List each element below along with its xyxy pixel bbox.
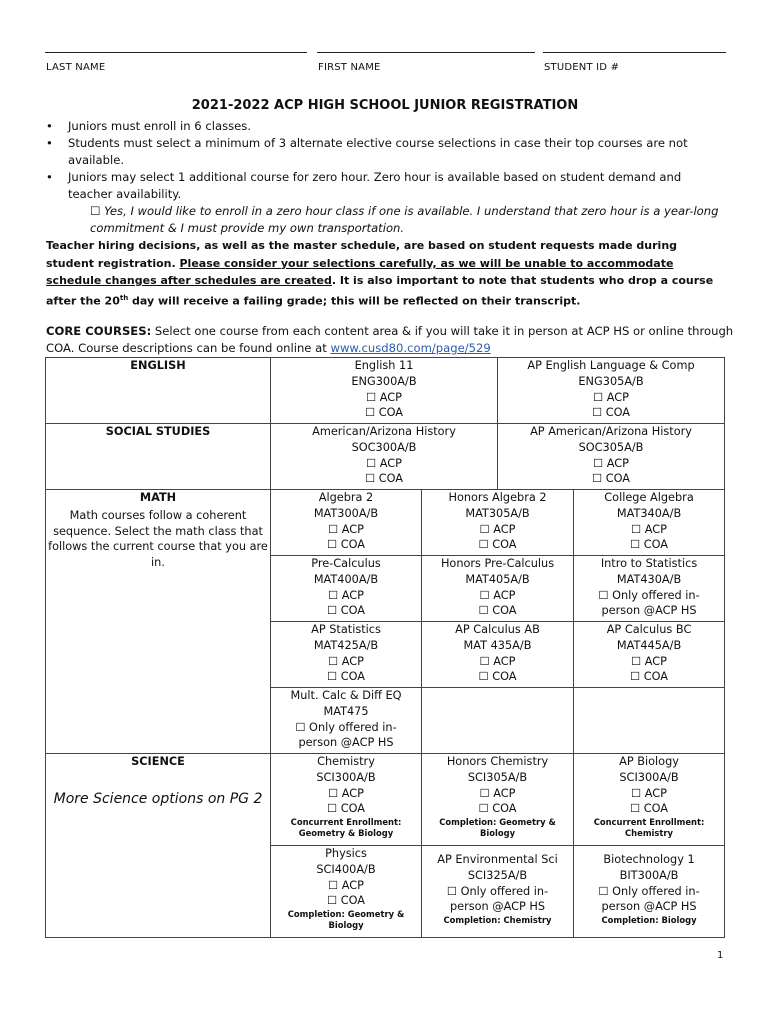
acp-checkbox[interactable]: ☐ ACP <box>576 522 722 538</box>
acp-checkbox[interactable]: ☐ ACP <box>273 786 419 802</box>
course-cell: College Algebra MAT340A/B ☐ ACP ☐ COA <box>574 490 725 556</box>
subject-english: ENGLISH <box>46 358 271 424</box>
instruction-list <box>46 118 726 237</box>
student-id-label: STUDENT ID # <box>544 62 620 73</box>
only-acp-checkbox[interactable]: ☐ Only offered in- <box>576 884 722 900</box>
acp-checkbox[interactable]: ☐ ACP <box>273 456 495 472</box>
zero-hour-checkbox[interactable]: ☐ Yes, I would like to enroll in a zero hour class if one is available. I understand that zero hour is a year-long commitment & I must provide my own transportation. <box>68 203 726 237</box>
course-cell: American/Arizona History SOC300A/B ☐ ACP ☐ COA <box>271 424 498 490</box>
acp-checkbox[interactable]: ☐ ACP <box>273 588 419 604</box>
first-name-line[interactable] <box>317 52 535 53</box>
course-cell: Intro to Statistics MAT430A/B ☐ Only offered in- person @ACP HS <box>574 556 725 622</box>
checkbox-icon[interactable] <box>90 204 104 218</box>
list-item: • Juniors must enroll in 6 classes. <box>46 119 252 133</box>
subject-science: SCIENCE More Science options on PG 2 <box>46 754 271 938</box>
acp-checkbox[interactable]: ☐ ACP <box>424 654 571 670</box>
course-descriptions-link[interactable]: www.cusd80.com/page/529 <box>330 341 491 355</box>
last-name-label: LAST NAME <box>46 62 106 73</box>
coa-checkbox[interactable]: ☐ COA <box>500 471 722 487</box>
course-cell: Algebra 2 MAT300A/B ☐ ACP ☐ COA <box>271 490 422 556</box>
table-row <box>46 754 725 846</box>
science-note: More Science options on PG 2 <box>53 790 263 807</box>
coa-checkbox[interactable]: ☐ COA <box>576 669 722 685</box>
coa-checkbox[interactable]: ☐ COA <box>273 801 419 817</box>
list-item: • Students must select a minimum of 3 alternate elective course selections in case their top courses are not available. <box>46 136 688 167</box>
coa-checkbox[interactable]: ☐ COA <box>424 801 571 817</box>
coa-checkbox[interactable]: ☐ COA <box>576 537 722 553</box>
course-cell: Honors Chemistry SCI305A/B ☐ ACP ☐ COA Completion: Geometry & Biology <box>422 754 574 846</box>
course-cell: AP Statistics MAT425A/B ☐ ACP ☐ COA <box>271 622 422 688</box>
page-title: 2021-2022 ACP HIGH SCHOOL JUNIOR REGISTRATION <box>191 98 579 113</box>
acp-checkbox[interactable]: ☐ ACP <box>424 786 571 802</box>
acp-checkbox[interactable]: ☐ ACP <box>576 654 722 670</box>
schedule-warning: Teacher hiring decisions, as well as the master schedule, are based on student requests made during student registration. Please consider your selections carefully, as we will be unable to accommodate schedule changes after schedules are created. It is also important to note that students who drop a course after the 20th day will receive a failing grade; this will be reflected on their transcript. <box>46 239 714 308</box>
course-cell: Honors Algebra 2 MAT305A/B ☐ ACP ☐ COA <box>422 490 574 556</box>
coa-checkbox[interactable]: ☐ COA <box>424 669 571 685</box>
course-cell: Physics SCI400A/B ☐ ACP ☐ COA Completion: Geometry & Biology <box>271 846 422 938</box>
course-cell: Biotechnology 1 BIT300A/B ☐ Only offered in- person @ACP HS Completion: Biology <box>574 846 725 938</box>
subject-social-studies: SOCIAL STUDIES <box>46 424 271 490</box>
table-row <box>46 490 725 556</box>
list-item: • Juniors may select 1 additional course for zero hour. Zero hour is available based on student demand and teacher availability. ☐ Yes, I would like to enroll in a zero hour class if one is available. I understand that zero hour is a year-long commitment & I must provide my own transportation. <box>46 169 726 237</box>
coa-checkbox[interactable]: ☐ COA <box>273 893 419 909</box>
course-cell: AP English Language & Comp ENG305A/B ☐ ACP ☐ COA <box>498 358 725 424</box>
course-cell: Honors Pre-Calculus MAT405A/B ☐ ACP ☐ COA <box>422 556 574 622</box>
course-cell: Pre-Calculus MAT400A/B ☐ ACP ☐ COA <box>271 556 422 622</box>
bullet-icon: • <box>46 119 53 133</box>
acp-checkbox[interactable]: ☐ ACP <box>424 522 571 538</box>
coa-checkbox[interactable]: ☐ COA <box>273 537 419 553</box>
empty-cell <box>422 688 574 754</box>
course-cell: AP American/Arizona History SOC305A/B ☐ ACP ☐ COA <box>498 424 725 490</box>
coa-checkbox[interactable]: ☐ COA <box>576 801 722 817</box>
course-cell: Mult. Calc & Diff EQ MAT475 ☐ Only offered in- person @ACP HS <box>271 688 422 754</box>
acp-checkbox[interactable]: ☐ ACP <box>500 456 722 472</box>
only-acp-checkbox[interactable]: ☐ Only offered in- <box>424 884 571 900</box>
acp-checkbox[interactable]: ☐ ACP <box>273 878 419 894</box>
empty-cell <box>574 688 725 754</box>
table-row <box>46 358 725 424</box>
acp-checkbox[interactable]: ☐ ACP <box>273 522 419 538</box>
only-acp-checkbox[interactable]: ☐ Only offered in- <box>576 588 722 604</box>
core-courses-intro: CORE COURSES: Select one course from each content area & if you will take it in person at ACP HS or online through COA. Course descriptions can be found online at www.cusd80.com/page/529 <box>46 324 734 355</box>
last-name-line[interactable] <box>45 52 307 53</box>
course-cell: AP Calculus BC MAT445A/B ☐ ACP ☐ COA <box>574 622 725 688</box>
coa-checkbox[interactable]: ☐ COA <box>500 405 722 421</box>
acp-checkbox[interactable]: ☐ ACP <box>500 390 722 406</box>
bullet-icon: • <box>46 170 53 184</box>
coa-checkbox[interactable]: ☐ COA <box>273 405 495 421</box>
first-name-label: FIRST NAME <box>318 62 381 73</box>
bullet-icon: • <box>46 136 53 150</box>
course-cell: AP Environmental Sci SCI325A/B ☐ Only offered in- person @ACP HS Completion: Chemistry <box>422 846 574 938</box>
coa-checkbox[interactable]: ☐ COA <box>273 603 419 619</box>
coa-checkbox[interactable]: ☐ COA <box>424 603 571 619</box>
course-table <box>45 357 725 938</box>
coa-checkbox[interactable]: ☐ COA <box>424 537 571 553</box>
table-row <box>46 424 725 490</box>
course-cell: AP Calculus AB MAT 435A/B ☐ ACP ☐ COA <box>422 622 574 688</box>
subject-math: MATH Math courses follow a coherent sequence. Select the math class that follows the current course that you are in. <box>46 490 271 754</box>
math-note: Math courses follow a coherent sequence. Select the math class that follows the current course that you are in. <box>48 508 268 570</box>
coa-checkbox[interactable]: ☐ COA <box>273 471 495 487</box>
only-acp-checkbox[interactable]: ☐ Only offered in- <box>273 720 419 736</box>
acp-checkbox[interactable]: ☐ ACP <box>273 654 419 670</box>
course-cell: Chemistry SCI300A/B ☐ ACP ☐ COA Concurrent Enrollment: Geometry & Biology <box>271 754 422 846</box>
acp-checkbox[interactable]: ☐ ACP <box>424 588 571 604</box>
acp-checkbox[interactable]: ☐ ACP <box>576 786 722 802</box>
course-cell: English 11 ENG300A/B ☐ ACP ☐ COA <box>271 358 498 424</box>
acp-checkbox[interactable]: ☐ ACP <box>273 390 495 406</box>
page-number: 1 <box>717 950 724 961</box>
student-id-line[interactable] <box>543 52 726 53</box>
course-cell: AP Biology SCI300A/B ☐ ACP ☐ COA Concurrent Enrollment: Chemistry <box>574 754 725 846</box>
coa-checkbox[interactable]: ☐ COA <box>273 669 419 685</box>
